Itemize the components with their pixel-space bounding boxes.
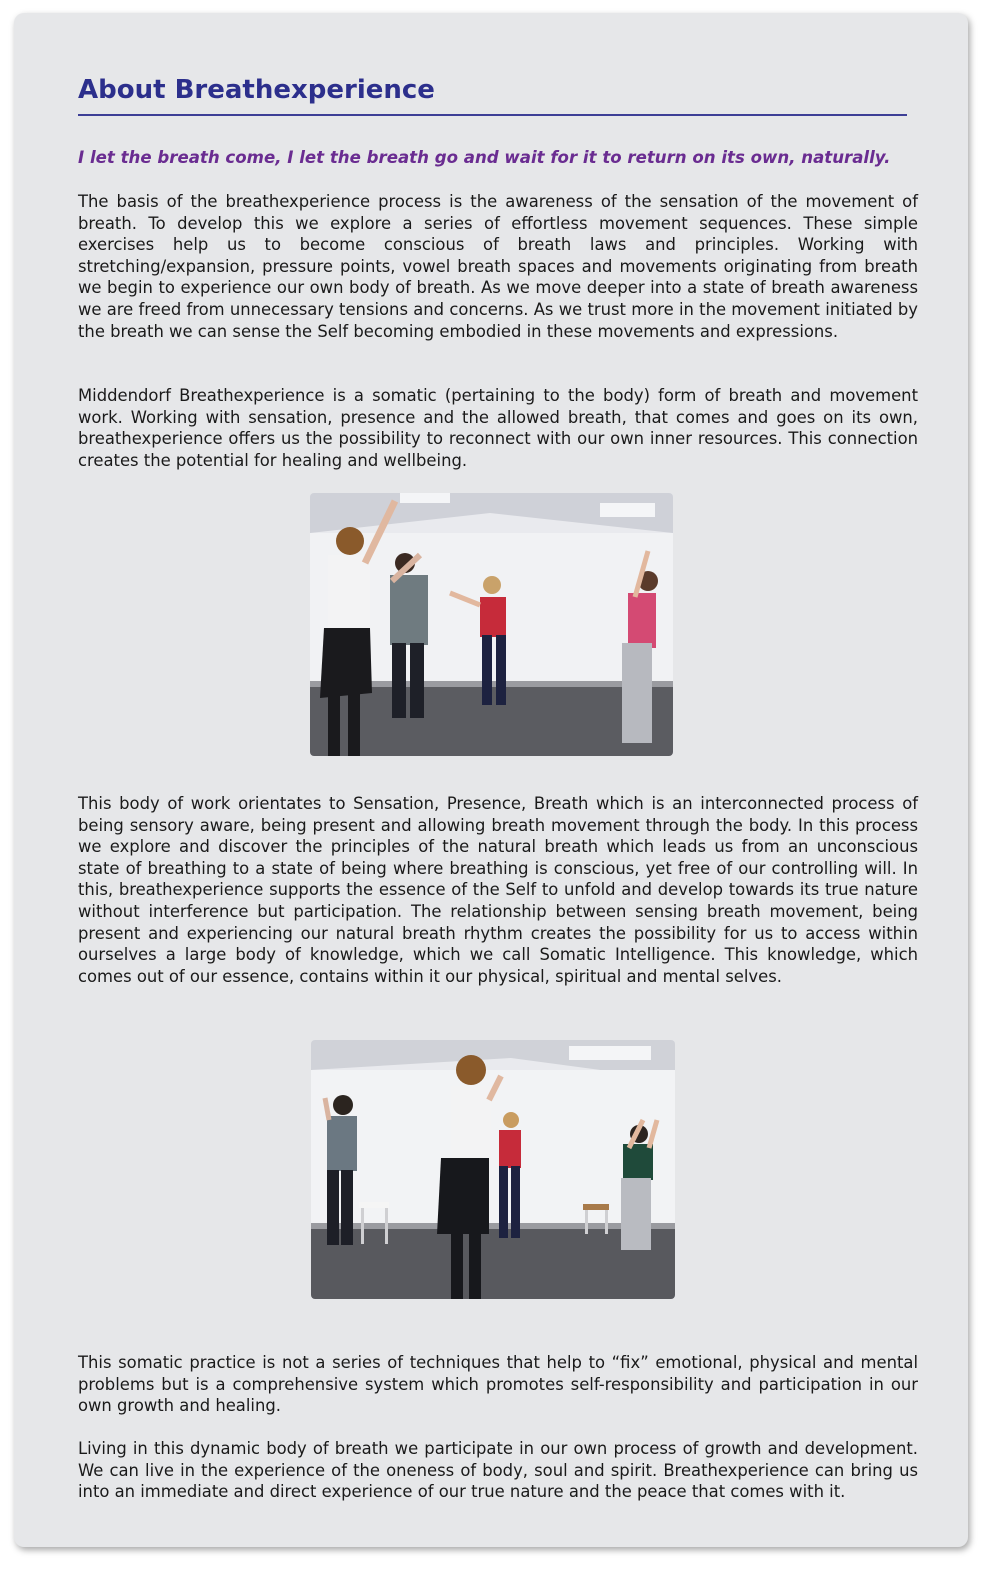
page-title: About Breathexperience	[78, 75, 435, 105]
group-movement-photo-2	[311, 1040, 675, 1299]
paragraph-sensation-presence-breath: This body of work orientates to Sensation, Presence, Breath which is an interconnected process of being sensory aware, being present and allowing breath movement through the body. In this process we explore and discover the principles of the natural breath which leads us from an unconscious state of breathing to a state of being where breathing is conscious, yet free of our controlling will. In this, breathexperience supports the essence of the Self to unfold and develop towards its true nature without interference but participation. The relationship between sensing breath movement, being present and experiencing our natural breath rhythm creates the possibility for us to access within ourselves a large body of knowledge, which we call Somatic Intelligence. This knowledge, which comes out of our essence, contains within it our physical, spiritual and mental selves.	[78, 794, 918, 986]
paragraph-middendorf: Middendorf Breathexperience is a somatic (pertaining to the body) form of breath and movement work. Working with sensation, presence and the allowed breath, that comes and goes on its own, breathexperience offers us the possibility to reconnect with our own inner resources. This connection creates the potential for healing and wellbeing.	[78, 386, 918, 470]
intro-quote: I let the breath come, I let the breath go and wait for it to return on its own, naturally.	[78, 148, 891, 167]
title-divider	[78, 114, 907, 116]
paragraph-basis: The basis of the breathexperience process is the awareness of the sensation of the movement of breath. To develop this we explore a series of effortless movement sequences. These simple exercises help us to become conscious of breath laws and principles. Working with stretching/expansion, pressure points, vowel breath spaces and movements originating from breath we begin to experience our own body of breath. As we move deeper into a state of breath awareness we are freed from unnecessary tensions and concerns. As we trust more in the movement initiated by the breath we can sense the Self becoming embodied in these movements and expressions.	[78, 192, 918, 341]
group-movement-photo-1	[310, 493, 673, 756]
paragraph-somatic-practice: This somatic practice is not a series of techniques that help to “fix” emotional, physical and mental problems but is a comprehensive system which promotes self-responsibility and participation in our own growth and healing.	[78, 1353, 918, 1416]
content-panel	[14, 13, 968, 1547]
paragraph-dynamic-body: Living in this dynamic body of breath we participate in our own process of growth and development. We can live in the experience of the oneness of body, soul and spirit. Breathexperience can bring us into an immediate and direct experience of our true nature and the peace that comes with it.	[78, 1439, 918, 1502]
